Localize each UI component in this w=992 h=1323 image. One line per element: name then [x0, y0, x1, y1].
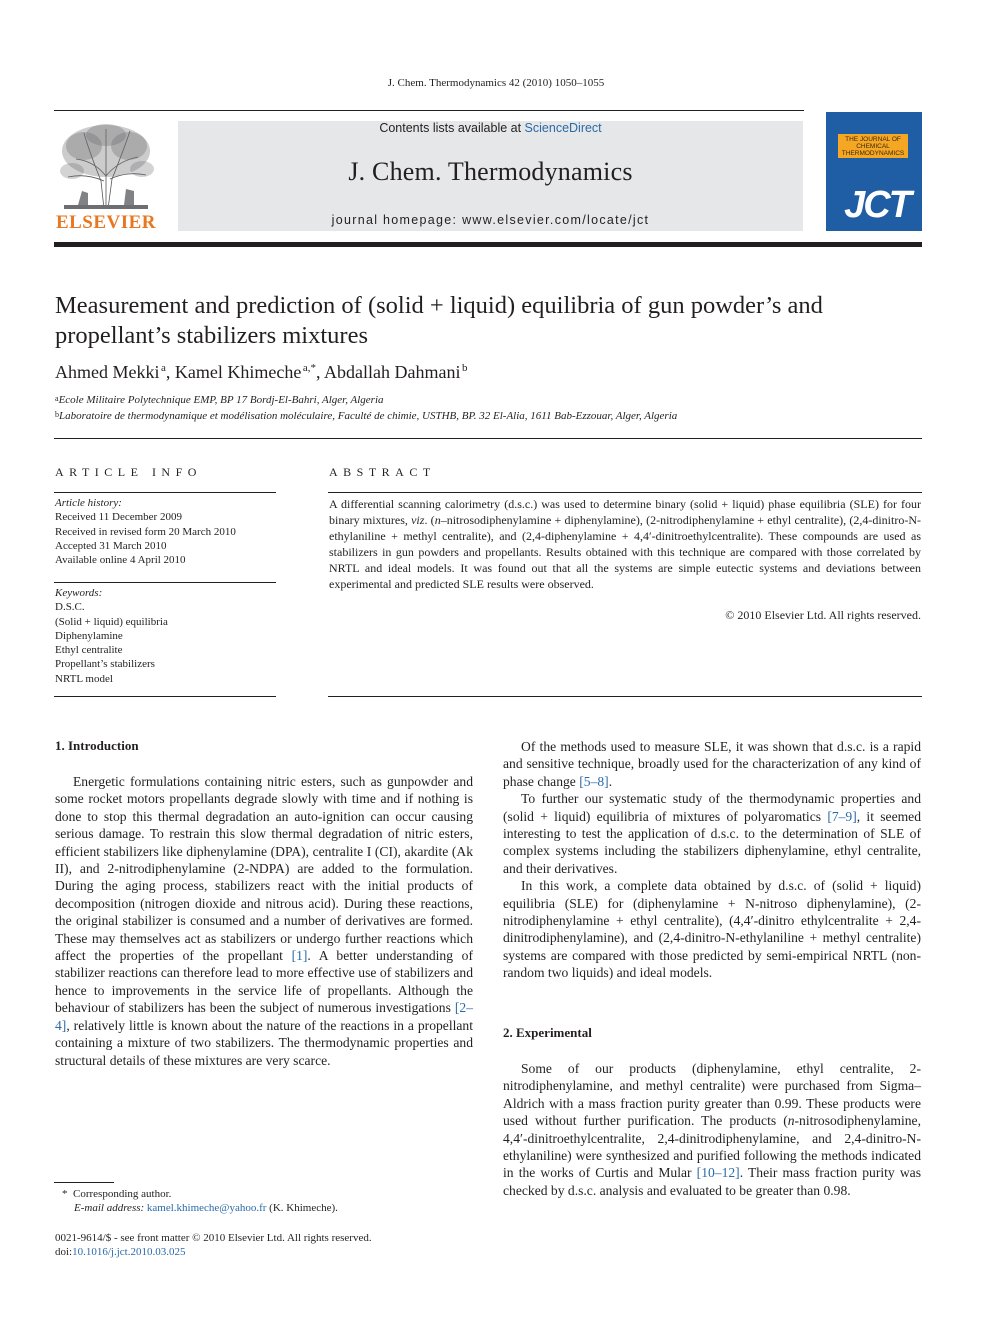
- abstract-part: –nitrosodiphenylamine + diphenylamine), (2-nitrodiphenylamine + ethyl centralite), (2,4-dinitro-N-ethylaniline + methyl centralite), and (2,4-diphenylamine + 4,4′-dinitroethylcentralite). These compounds are used as stabilizers in gun powders and propellants. Results obtained with this technique are compared with those correlated by NRTL and ideal models. It was found out that all the systems are simple eutectic systems and deviations between experimental and predicted SLE results were observed.: [329, 513, 922, 591]
- article-history: [55, 496, 277, 567]
- paragraph-text: , it seemed interesting to test the application of d.s.c. to the determination of SLE of complex systems including the stabilizers diphenylamine, ethyl centralite, and their derivatives.: [503, 808, 922, 876]
- affiliation-sup: b: [55, 410, 59, 419]
- running-head: J. Chem. Thermodynamics 42 (2010) 1050–1055: [387, 77, 605, 89]
- keyword-item: NRTL model: [55, 672, 113, 685]
- header-rule: [54, 110, 804, 111]
- cover-logo: JCT: [844, 184, 910, 226]
- paragraph-text: To further our systematic study of the thermodynamic properties and (solid + liquid) equilibria of mixtures of polyaromatics: [503, 791, 921, 824]
- email-label: E-mail address:: [74, 1202, 145, 1214]
- affiliation-sup: a: [55, 394, 59, 403]
- paragraph-text: . A better understanding of stabilizer reactions can therefore lead to more effective use of stabilizers and hence to improvements in the service life of propellants. Although the behaviour of stabilizers has been the subject of numerous investigations: [55, 948, 473, 1016]
- article-info-rule: [54, 696, 276, 697]
- keyword-item: (Solid + liquid) equilibria: [55, 615, 168, 628]
- body-column-right: [503, 738, 921, 982]
- paragraph-text: -nitrosodiphenylamine, 4,4′-dinitroethylcentralite, 2,4-dinitrodiphenylamine, and 2,4-dinitro-N-ethylaniline) were synthesized and purified following the methods indicated in the works of Curtis and Mular: [503, 1113, 921, 1181]
- contents-line: [178, 121, 803, 135]
- issn-line: 0021-9614/$ - see front matter © 2010 Elsevier Ltd. All rights reserved.: [55, 1232, 372, 1244]
- abstract-part: . (: [424, 513, 435, 527]
- article-info-rule: [54, 492, 276, 493]
- paragraph: In this work, a complete data obtained by d.s.c. of (solid + liquid) equilibria (SLE) for (diphenylamine + N-nitroso diphenylamine), (2-nitrodiphenylamine + ethyl centralite), (4,4′-dinitro ethylcentralite + 2,4-dinitrodiphenylamine), and (2,4-dinitro-N-ethylaniline + methyl centralite) systems are compared with those predicted by semi-empirical NRTL (non-random two liquids) and ideal models.: [503, 878, 921, 981]
- keyword-item: Propellant’s stabilizers: [55, 658, 155, 671]
- footnote-corresponding: [62, 1187, 171, 1201]
- email-suffix: (K. Khimeche).: [269, 1202, 338, 1214]
- cover-title: THE JOURNAL OF CHEMICAL THERMODYNAMICS: [841, 136, 905, 157]
- journal-homepage: [178, 213, 803, 227]
- paragraph-text: .: [608, 773, 613, 789]
- abstract-text: [329, 496, 921, 592]
- journal-name: J. Chem. Thermodynamics: [348, 157, 633, 186]
- paragraph-text: . Their mass fraction purity was checked by d.s.c. analysis and evaluated to be greater than 0.98.: [503, 1165, 921, 1198]
- abstract-rule: [328, 696, 922, 697]
- author-name[interactable]: Abdallah Dahmani: [324, 362, 461, 382]
- author-list: Ahmed Mekki $^a$, Kamel Khimeche $^{a,*}$, Abdallah Dahmani $^b$: [55, 362, 468, 382]
- body-column-right-experimental: [503, 1060, 921, 1199]
- paragraph: [503, 790, 921, 877]
- history-item: Accepted 31 March 2010: [55, 539, 167, 552]
- footnote-email: [74, 1201, 338, 1215]
- homepage-url[interactable]: www.elsevier.com/locate/jct: [462, 213, 650, 227]
- affiliation: [55, 394, 384, 406]
- paragraph-text: Energetic formulations containing nitric esters, such as gunpowder and some rocket motors propellants degrade slowly with time and if nothing is done to stop this thermal degradation an auto-ignition can occur causing serious damage. To restrain this slow thermal degradation of nitric esters, efficient stabilizers like diphenylamine (DPA), centralite I (CI), akardite (Ak II), and 2-nitrodiphenylamine (2-NDPA) are added to the formulation. During the aging process, stabilizers react with the initial products of decomposition (nitrogen dioxide and nitrous acid). During these reactions, the original stabilizer is consumed and a number of derivatives are formed. These may themselves act as stabilizers or undergo further reactions which affect the properties of the propellant: [55, 774, 473, 964]
- citation-link[interactable]: [7–9]: [827, 808, 857, 824]
- contents-prefix: Contents lists available at: [379, 121, 525, 135]
- abstract-heading: ABSTRACT: [329, 465, 436, 479]
- history-item: Available online 4 April 2010: [55, 554, 186, 567]
- abstract-n: n: [434, 513, 441, 527]
- paragraph-text: Of the methods used to measure SLE, it was shown that d.s.c. is a rapid and sensitive technique, broadly used for the characterization of any kind of phase change: [503, 739, 921, 789]
- paragraph-italic: n: [787, 1113, 795, 1129]
- history-item: Received 11 December 2009: [55, 511, 182, 524]
- citation-link[interactable]: [10–12]: [696, 1165, 740, 1181]
- body-column-left: [55, 773, 473, 1069]
- paragraph-text: Some of our products (diphenylamine, ethyl centralite, 2-nitrodiphenylamine, and methyl centralite) were purchased from Sigma–Aldrich with a mass fraction purity greater than 0.99. These products were used without further purification. The products (: [503, 1061, 921, 1129]
- paragraph: [55, 773, 473, 1069]
- keyword-item: D.S.C.: [55, 601, 85, 614]
- author-sup: a: [161, 362, 166, 374]
- doi-prefix: doi:: [55, 1246, 73, 1258]
- history-label: Article history:: [55, 497, 122, 509]
- affiliation-text: Laboratoire de thermodynamique et modélisation moléculaire, Faculté de chimie, USTHB, BP. 32 El-Alia, 1611 Bab-Ezzouar, Alger, Algeria: [59, 410, 678, 422]
- article-info-rule: [54, 582, 276, 583]
- abstract-viz: viz: [411, 513, 425, 527]
- author-sup: b: [462, 362, 468, 374]
- footnote-star: *: [62, 1188, 68, 1200]
- author-sup: a,*: [302, 362, 316, 374]
- paragraph: [503, 738, 921, 790]
- section-heading: 2. Experimental: [503, 1025, 592, 1040]
- affiliation: [55, 410, 677, 422]
- section-heading: 1. Introduction: [55, 738, 139, 753]
- history-item: Received in revised form 20 March 2010: [55, 525, 236, 538]
- footnote-rule: [54, 1182, 114, 1183]
- email-link[interactable]: kamel.khimeche@yahoo.fr: [146, 1202, 267, 1214]
- abstract-copyright: © 2010 Elsevier Ltd. All rights reserved.: [725, 608, 921, 622]
- sciencedirect-link[interactable]: ScienceDirect: [524, 121, 602, 135]
- paragraph: [503, 1060, 921, 1199]
- abstract-rule: [328, 492, 922, 493]
- doi-line: [55, 1245, 185, 1259]
- citation-link[interactable]: [1]: [291, 948, 308, 964]
- article-info-heading: ARTICLE INFO: [55, 465, 202, 479]
- keyword-item: Ethyl centralite: [55, 644, 123, 657]
- author-name[interactable]: Kamel Khimeche: [174, 362, 302, 382]
- author-name[interactable]: Ahmed Mekki: [55, 362, 160, 382]
- article-title: Measurement and prediction of (solid + liquid) equilibria of gun powder’s and propellant’s stabilizers mixtures: [55, 292, 823, 349]
- affiliation-rule: [54, 438, 922, 439]
- doi-link[interactable]: 10.1016/j.jct.2010.03.025: [72, 1246, 186, 1258]
- keywords: [55, 586, 277, 686]
- paragraph-text: , relatively little is known about the nature of the reactions in a propellant containing a mixture of two stabilizers. The thermodynamic properties and structural details of these mixtures are very scarce.: [55, 1017, 473, 1068]
- citation-link[interactable]: [5–8]: [579, 773, 609, 789]
- citation-link[interactable]: [2–4]: [55, 1000, 473, 1033]
- footnote-text: Corresponding author.: [73, 1188, 172, 1200]
- homepage-prefix: journal homepage:: [331, 213, 463, 227]
- keywords-label: Keywords:: [55, 587, 103, 599]
- header-thick-rule: [54, 242, 922, 247]
- abstract-part: A differential scanning calorimetry (d.s.c.) was used to determine binary (solid + liquid) phase equilibria (SLE) for four binary mixtures,: [329, 497, 921, 527]
- affiliation-text: Ecole Militaire Polytechnique EMP, BP 17 Bordj-El-Bahri, Alger, Algeria: [58, 394, 384, 406]
- keyword-item: Diphenylamine: [55, 629, 123, 642]
- elsevier-wordmark: ELSEVIER: [55, 212, 157, 233]
